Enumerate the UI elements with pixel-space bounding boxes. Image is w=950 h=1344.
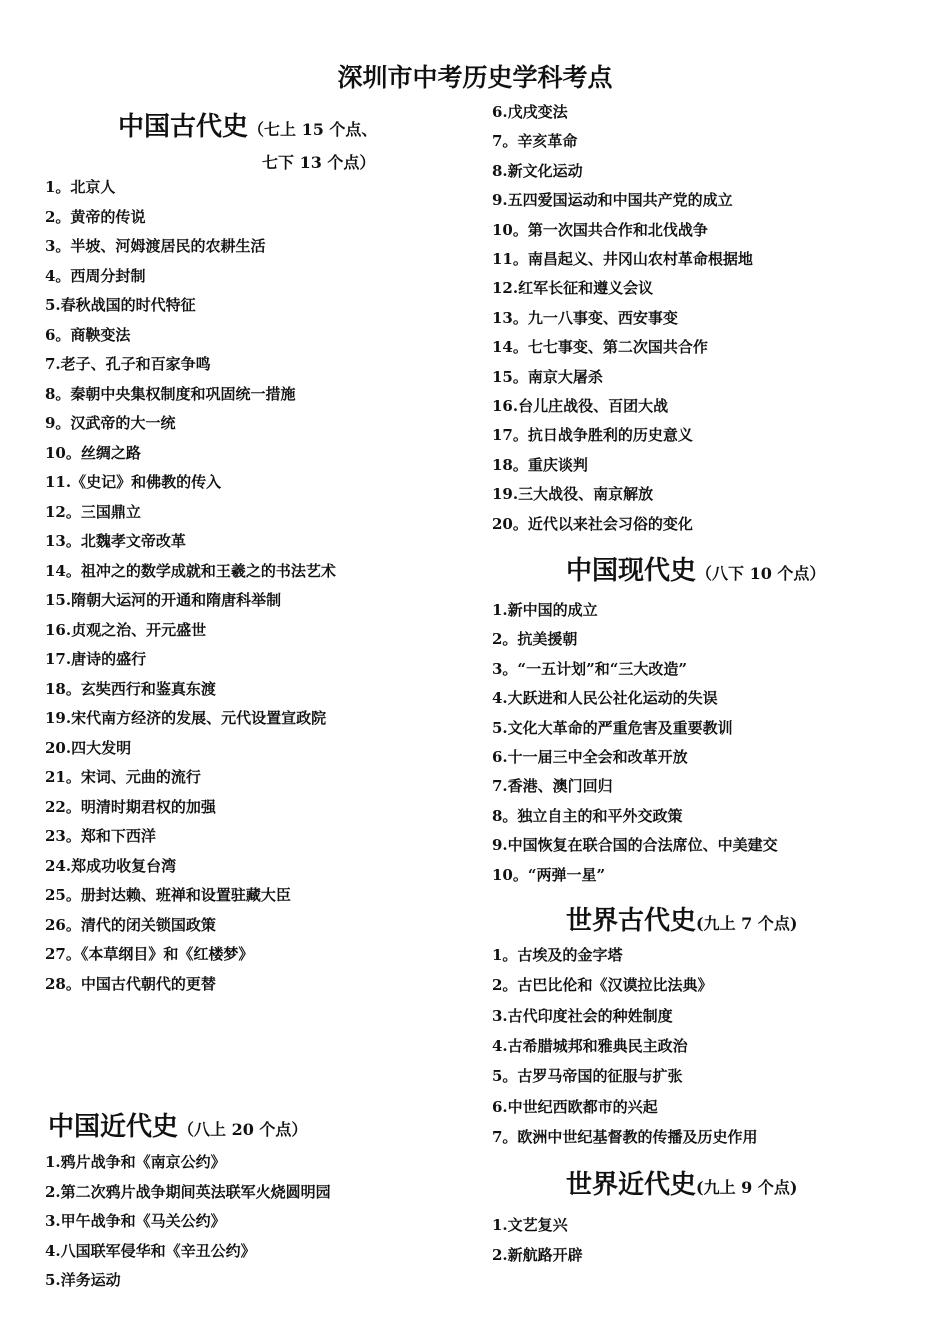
- section-header-ancient: [118, 106, 377, 143]
- list-item: 19.宋代南方经济的发展、元代设置宣政院: [45, 709, 327, 727]
- list-item: 25。册封达赖、班禅和设置驻藏大臣: [45, 886, 291, 904]
- section-header-modern: [48, 1106, 307, 1143]
- section-note-world-modern: (九上 9 个点): [696, 1178, 798, 1197]
- list-item: 1。北京人: [45, 178, 116, 196]
- list-item: 10。“两弹一星”: [492, 865, 606, 884]
- list-item: 16.贞观之治、开元盛世: [45, 620, 207, 639]
- section-note-contemporary: （八下 10 个点）: [696, 564, 826, 583]
- page-title: 深圳市中考历史学科考点: [337, 63, 613, 92]
- list-item: 10。第一次国共合作和北伐战争: [492, 220, 708, 239]
- list-item: 4.大跃进和人民公社化运动的失误: [492, 689, 718, 708]
- list-item: 5.春秋战国的时代特征: [45, 296, 196, 314]
- list-item: 7。辛亥革命: [492, 132, 578, 151]
- list-item: 4.古希腊城邦和雅典民主政治: [492, 1036, 688, 1055]
- list-item: 3.古代印度社会的种姓制度: [492, 1006, 673, 1025]
- section-title-world-ancient: 世界古代史: [566, 906, 697, 936]
- list-item: 11。南昌起义、井冈山农村革命根据地: [492, 250, 753, 268]
- list-item: 3.甲午战争和《马关公约》: [45, 1212, 226, 1230]
- section-title-world-modern: 世界近代史: [566, 1170, 697, 1200]
- section-title-modern: 中国近代史: [48, 1112, 179, 1142]
- list-item: 2.新航路开辟: [492, 1246, 583, 1264]
- list-item: 21。宋词、元曲的流行: [45, 768, 201, 786]
- list-item: 12。三国鼎立: [45, 502, 141, 521]
- list-item: 9.五四爱国运动和中国共产党的成立: [492, 191, 733, 210]
- list-item: 9.中国恢复在联合国的合法席位、中美建交: [492, 836, 778, 855]
- list-item: 12.红军长征和遵义会议: [492, 279, 654, 298]
- list-item: 7.老子、孔子和百家争鸣: [45, 355, 211, 373]
- list-item: 9。汉武帝的大一统: [45, 414, 176, 432]
- list-item: 1。古埃及的金字塔: [492, 946, 623, 964]
- section-note-ancient-2: 七下 13 个点）: [262, 153, 376, 172]
- list-item: 1.鸦片战争和《南京公约》: [45, 1153, 226, 1171]
- list-item: 27。《本草纲目》和《红楼梦》: [45, 945, 254, 963]
- list-item: 13。九一八事变、西安事变: [492, 308, 678, 327]
- list-item: 23。郑和下西洋: [45, 827, 156, 845]
- list-item: 17。抗日战争胜利的历史意义: [492, 426, 693, 445]
- list-item: 22。明清时期君权的加强: [45, 797, 216, 816]
- list-item: 7.香港、澳门回归: [492, 777, 613, 796]
- list-item: 4.八国联军侵华和《辛丑公约》: [45, 1241, 256, 1260]
- list-item: 14。祖冲之的数学成就和王羲之的书法艺术: [45, 561, 336, 580]
- list-item: 14。七七事变、第二次国共合作: [492, 338, 708, 357]
- list-item: 17.唐诗的盛行: [45, 650, 147, 668]
- list-item: 2。抗美援朝: [492, 630, 578, 649]
- list-item: 5。古罗马帝国的征服与扩张: [492, 1067, 683, 1086]
- section-note-ancient-1: （七上 15 个点、: [248, 120, 378, 139]
- list-item: 3。“一五计划”和“三大改造”: [492, 659, 687, 678]
- list-item: 13。北魏孝文帝改革: [45, 532, 186, 550]
- section-header-world-ancient: [566, 900, 797, 937]
- list-item: 6.戊戌变法: [492, 103, 568, 121]
- list-item: 6.十一届三中全会和改革开放: [492, 748, 688, 766]
- list-item: 7。欧洲中世纪基督教的传播及历史作用: [492, 1127, 758, 1146]
- list-item: 1.新中国的成立: [492, 601, 598, 619]
- list-item: 3。半坡、河姆渡居民的农耕生活: [45, 237, 266, 255]
- list-item: 15.隋朝大运河的开通和隋唐科举制: [45, 591, 282, 609]
- list-item: 20。近代以来社会习俗的变化: [492, 514, 693, 533]
- list-item: 8。独立自主的和平外交政策: [492, 806, 683, 825]
- list-item: 1.文艺复兴: [492, 1216, 568, 1234]
- section-title-ancient: 中国古代史: [118, 112, 249, 142]
- list-item: 6。商鞅变法: [45, 325, 131, 344]
- list-item: 2.第二次鸦片战争期间英法联军火烧圆明园: [45, 1182, 331, 1201]
- list-item: 18。玄奘西行和鉴真东渡: [45, 679, 216, 698]
- list-item: 2。黄帝的传说: [45, 207, 146, 226]
- list-item: 11.《史记》和佛教的传入: [45, 473, 222, 491]
- list-item: 19.三大战役、南京解放: [492, 485, 654, 504]
- section-header-contemporary: [566, 550, 825, 587]
- section-title-contemporary: 中国现代史: [566, 556, 697, 586]
- list-item: 24.郑成功收复台湾: [45, 856, 177, 875]
- list-item: 16.台儿庄战役、百团大战: [492, 397, 669, 415]
- list-item: 15。南京大屠杀: [492, 367, 603, 386]
- list-item: 26。清代的闭关锁国政策: [45, 915, 216, 934]
- section-note-world-ancient: (九上 7 个点): [696, 914, 798, 933]
- list-item: 5.洋务运动: [45, 1271, 121, 1289]
- list-item: 28。中国古代朝代的更替: [45, 974, 216, 993]
- list-item: 2。古巴比伦和《汉谟拉比法典》: [492, 976, 713, 995]
- list-item: 18。重庆谈判: [492, 455, 588, 474]
- list-item: 5.文化大革命的严重危害及重要教训: [492, 718, 733, 737]
- list-item: 4。西周分封制: [45, 266, 146, 285]
- list-item: 8.新文化运动: [492, 161, 583, 180]
- list-item: 6.中世纪西欧都市的兴起: [492, 1097, 658, 1116]
- section-header-world-modern: [566, 1164, 797, 1201]
- list-item: 8。秦朝中央集权制度和巩固统一措施: [45, 384, 296, 403]
- section-note-modern: （八上 20 个点）: [178, 1120, 308, 1139]
- list-item: 10。丝绸之路: [45, 443, 141, 462]
- list-item: 20.四大发明: [45, 738, 132, 757]
